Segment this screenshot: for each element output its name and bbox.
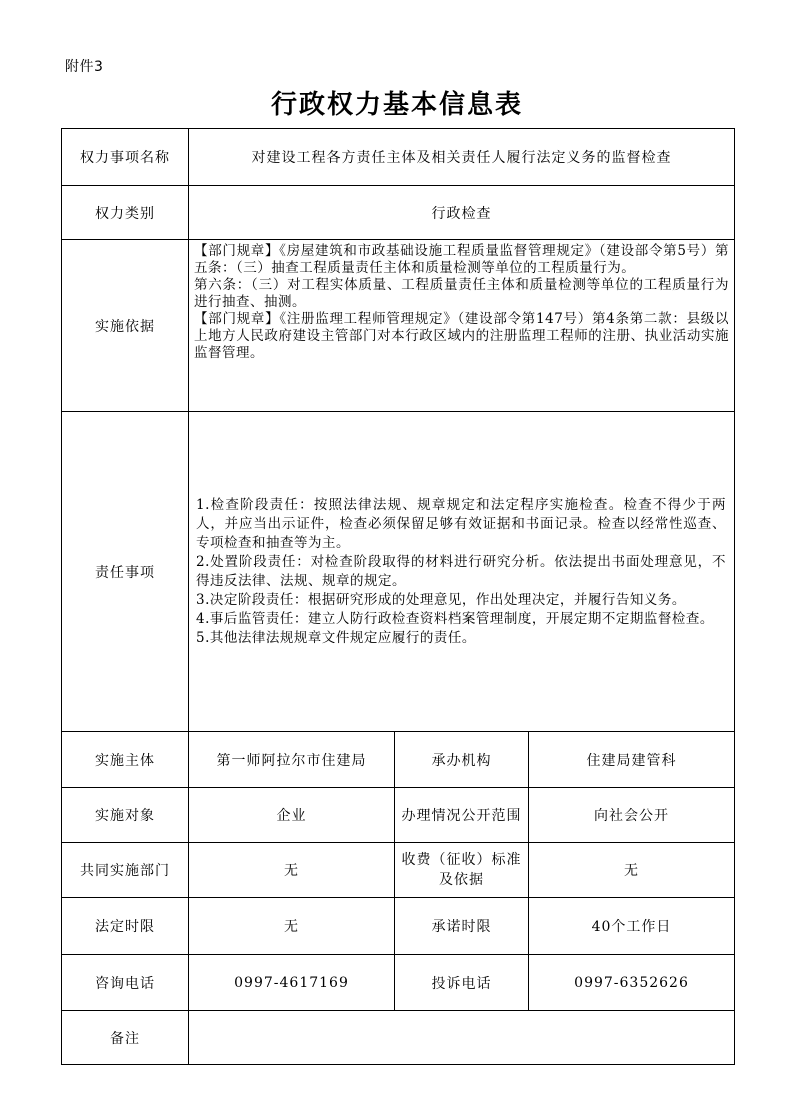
promise-limit-label: 承诺时限 <box>395 898 529 955</box>
target-value: 企业 <box>189 788 395 843</box>
row-power-category <box>62 186 735 240</box>
undertaking-agency-value: 住建局建管科 <box>529 732 735 788</box>
row-basis <box>62 240 735 412</box>
basis-paragraph: 【部门规章】《房屋建筑和市政基础设施工程质量监督管理规定》（建设部令第5号）第五条：（三）抽查工程质量责任主体和质量检测等单位的工程质量行为。 <box>194 243 730 276</box>
basis-paragraph: 第六条：（三）对工程实体质量、工程质量责任主体和质量检测等单位的工程质量行为进行抽查、抽测。 <box>194 277 730 310</box>
responsibility-label: 责任事项 <box>62 412 189 732</box>
implementer-label: 实施主体 <box>62 732 189 788</box>
disclosure-scope-value: 向社会公开 <box>529 788 735 843</box>
consult-phone-label: 咨询电话 <box>62 955 189 1011</box>
row-responsibility <box>62 412 735 732</box>
power-category-value: 行政检查 <box>189 186 735 240</box>
basis-label: 实施依据 <box>62 240 189 412</box>
complaint-phone-value: 0997-6352626 <box>529 955 735 1011</box>
remarks-value <box>189 1011 735 1065</box>
power-name-label: 权力事项名称 <box>62 129 189 186</box>
power-name-value: 对建设工程各方责任主体及相关责任人履行法定义务的监督检查 <box>189 129 735 186</box>
remarks-label: 备注 <box>62 1011 189 1065</box>
page-title: 行政权力基本信息表 <box>270 90 523 120</box>
undertaking-agency-label: 承办机构 <box>395 732 529 788</box>
legal-limit-label: 法定时限 <box>62 898 189 955</box>
consult-phone-value: 0997-4617169 <box>189 955 395 1011</box>
row-implementer <box>62 732 735 788</box>
responsibility-paragraph: 2.处置阶段责任：对检查阶段取得的材料进行研究分析。依法提出书面处理意见，不得违反法律、法规、规章的规定。 <box>196 553 727 589</box>
promise-limit-value: 40个工作日 <box>529 898 735 955</box>
fee-standard-label: 收费（征收）标准及依据 <box>395 843 529 898</box>
complaint-phone-label: 投诉电话 <box>395 955 529 1011</box>
legal-limit-value: 无 <box>189 898 395 955</box>
basis-content <box>189 240 735 412</box>
responsibility-content <box>189 412 735 732</box>
implementer-value: 第一师阿拉尔市住建局 <box>189 732 395 788</box>
disclosure-scope-label: 办理情况公开范围 <box>395 788 529 843</box>
attachment-label: 附件3 <box>65 59 104 75</box>
responsibility-paragraph: 3.决定阶段责任：根据研究形成的处理意见，作出处理决定，并履行告知义务。 <box>196 591 686 608</box>
basis-paragraph: 【部门规章】《注册监理工程师管理规定》（建设部令第147号）第4条第二款：县级以上地方人民政府建设主管部门对本行政区域内的注册监理工程师的注册、执业活动实施监督管理。 <box>194 311 730 361</box>
row-remarks <box>62 1011 735 1065</box>
row-legal-limit <box>62 898 735 955</box>
responsibility-paragraph: 5.其他法律法规规章文件规定应履行的责任。 <box>196 629 476 646</box>
row-joint-dept <box>62 843 735 898</box>
responsibility-paragraph: 4.事后监管责任：建立人防行政检查资料档案管理制度，开展定期不定期监督检查。 <box>196 610 714 627</box>
joint-dept-value: 无 <box>189 843 395 898</box>
fee-standard-value: 无 <box>529 843 735 898</box>
power-category-label: 权力类别 <box>62 186 189 240</box>
target-label: 实施对象 <box>62 788 189 843</box>
row-target <box>62 788 735 843</box>
responsibility-paragraph: 1.检查阶段责任：按照法律法规、规章规定和法定程序实施检查。检查不得少于两人，并应当出示证件，检查必须保留足够有效证据和书面记录。检查以经常性巡查、专项检查和抽查等为主。 <box>196 496 727 551</box>
row-consult <box>62 955 735 1011</box>
row-power-name <box>62 129 735 186</box>
joint-dept-label: 共同实施部门 <box>62 843 189 898</box>
info-table <box>61 128 735 1065</box>
